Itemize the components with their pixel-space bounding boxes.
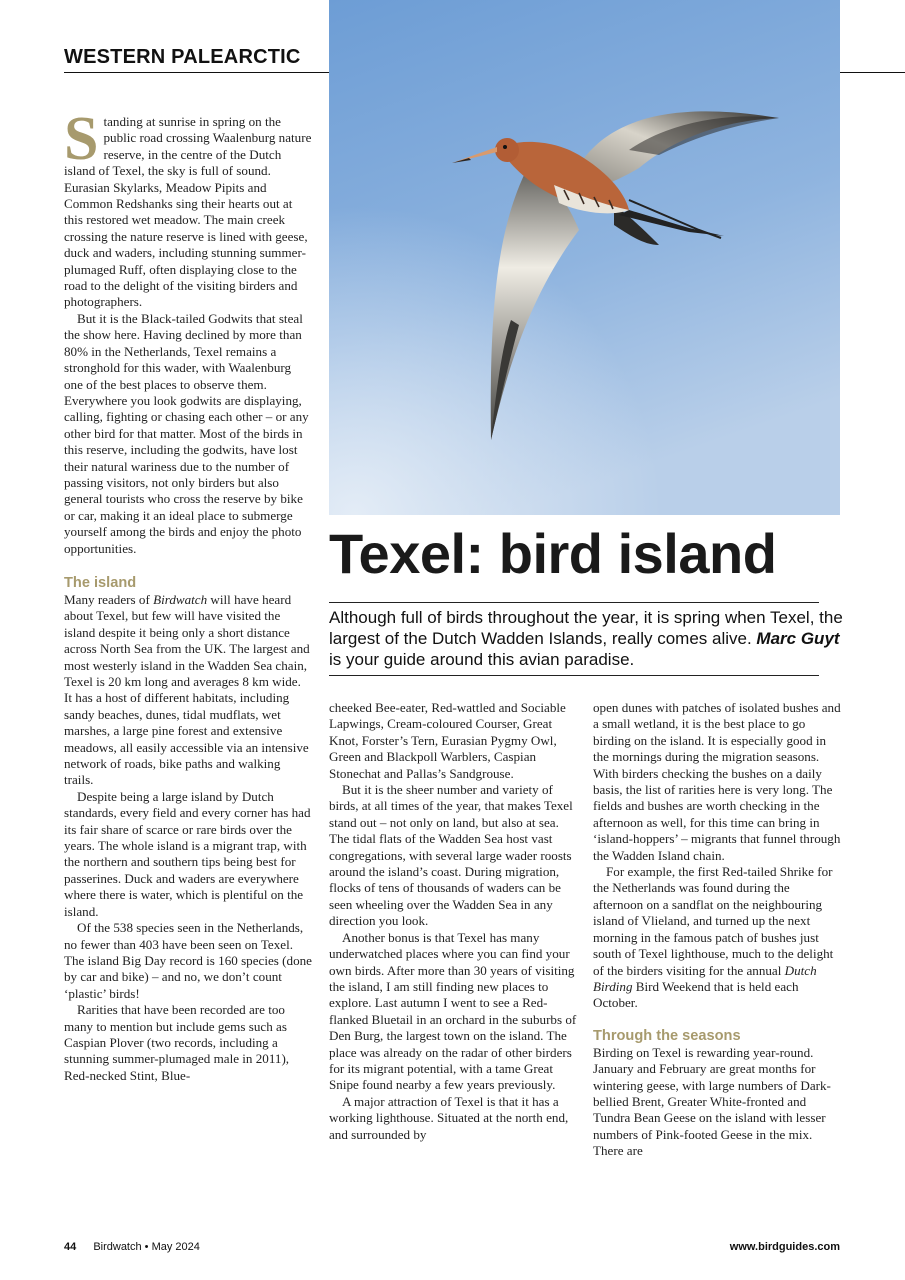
subhead-the-island: The island — [64, 574, 137, 591]
body-paragraph: A major attraction of Texel is that it has a working lighthouse. Situated at the north end, and surrounded by — [329, 1093, 569, 1142]
body-paragraph: But it is the Black-tailed Godwits that steal the show here. Having declined by more than 80% in the Netherlands, Texel remains a stronghold for this wader, with Waalenburg one of the best places to observe them. Everywhere you look godwits are displaying, calling, fighting or chasing each other – or any other bird for that matter. Most of the birds in this reserve, including the godwits, have lost their natural wariness due to the number of passing visitors, not only birders but also general tourists who cross the reserve by bike or car, making it an ideal place to submerge yourself among the birds and enjoy the photo opportunities. — [64, 310, 309, 556]
article-column-2 — [329, 700, 579, 1143]
body-paragraph: Another bonus is that Texel has many underwatched places where you can find your own birds. After more than 30 years of visiting the island, I am still finding new places to explore. Last autumn I went to see a Red-flanked Bluetail in an orchard in the suburbs of Den Burg, the largest town on the island. The place was already on the radar of other birders for its migrant potential, with a tame Great Snipe found nearby a few years previously. — [329, 929, 577, 1093]
header-rule — [64, 72, 330, 73]
body-paragraph: Birding on Texel is rewarding year-round. January and February are great months for wintering geese, with large numbers of Dark-bellied Brent, Greater White-fronted and Tundra Bean Geese on the island with lesser numbers of Pink-footed Geese in the mix. There are — [593, 1044, 831, 1159]
standfirst-rule — [329, 675, 819, 676]
body-paragraph: But it is the sheer number and variety of birds, at all times of the year, that makes Texel stand out – not only on land, but also at sea. The tidal flats of the Wadden Sea host vast congregations, with several large wader roosts around the island’s coast. During migration, flocks of tens of thousands of waders can be seen wheeling over the Wadden Sea in any direction you look. — [329, 782, 573, 929]
website-link[interactable]: www.birdguides.com — [729, 1241, 840, 1253]
publication-info: Birdwatch • May 2024 — [93, 1241, 200, 1253]
body-paragraph: Despite being a large island by Dutch standards, every field and every corner has had its fair share of scarce or rare birds over the years. The whole island is a migrant trap, with the northern and southern tips being best for passerines. Duck and waders are everywhere where there is water, which is plentiful on the island. — [64, 788, 311, 919]
event-name: Dutch Birding — [593, 962, 817, 994]
body-paragraph: For example, the first Red-tailed Shrike for the Netherlands was found during the afternoon on a sandflat on the neighbouring island of Vlieland, and turned up the next morning in the famous patch of bushes just south of Texel lighthouse, much to the delight of the birders visiting for the annual Dutch Birding Bird Weekend that is held each October. — [593, 864, 834, 1011]
author-name: Marc Guyt — [756, 629, 840, 648]
article-column-3 — [593, 700, 841, 1160]
header-rule-right — [840, 72, 905, 73]
body-paragraph: cheeked Bee-eater, Red-wattled and Sociable Lapwings, Cream-coloured Courser, Great Knot, Forster’s Tern, Eurasian Pygmy Owl, Green and Blackpoll Warblers, Caspian Stonechat and Pallas’s Sandgrouse. — [329, 700, 566, 781]
section-label: WESTERN PALEARCTIC — [64, 46, 301, 68]
body-paragraph: Of the 538 species seen in the Netherlands, no fewer than 403 have been seen on Texel. The island Big Day record is 160 species (done by car and bike) – and no, we don’t count ‘plastic’ birds! — [64, 920, 312, 1001]
body-paragraph: open dunes with patches of isolated bushes and a small wetland, it is the best place to go birding on the island. It is especially good in the mornings during the migration seasons. With birders checking the bushes on a daily basis, the list of rarities here is very long. The fields and bushes are worth checking in the afternoon as well, for this time can bring in ‘island-hoppers’ – migrants that funnel through the Wadden Island chain. — [593, 700, 841, 863]
body-paragraph: Rarities that have been recorded are too many to mention but include gems such as Caspian Plover (two records, including a stunning summer-plumaged male in 2011), Red-necked Stint, Blue- — [64, 1002, 290, 1083]
page-number: 44 — [64, 1241, 77, 1253]
standfirst: Although full of birds throughout the year, it is spring when Texel, the largest of the Dutch Wadden Islands, really comes alive. Marc Guyt is your guide around this avian paradise. — [329, 608, 843, 669]
headline: Texel: bird island — [329, 522, 777, 585]
godwit-photo — [329, 0, 840, 515]
magazine-name: Birdwatch — [153, 591, 208, 607]
intro-text: tanding at sunrise in spring on the public road crossing Waalenburg nature reserve, in the centre of the Dutch island of Texel, the sky is full of sound. Eurasian Skylarks, Meadow Pipits and Common Redshanks sing their hearts out at this restored wet meadow. The main creek crossing the nature reserve is lined with geese, duck and waders, including stunning summer-plumaged Ruff, often displaying close to the road to the delight of the visiting birders and photographers. — [64, 114, 312, 310]
subhead-through-the-seasons: Through the seasons — [593, 1027, 741, 1044]
headline-rule — [329, 602, 819, 603]
footer-left — [64, 1241, 200, 1253]
body-paragraph: Many readers of Birdwatch will have heard about Texel, but few will have visited the island despite it being only a short distance across North Sea from the UK. The largest and most westerly island in the Wadden Sea chain, Texel is 20 km long and averages 8 km wide. It has a host of different habitats, including sandy beaches, dunes, tidal mudflats, wet marshes, a large pine forest and extensive meadows, all easily accessible via an intensive network of roads, bike paths and walking trails. — [64, 591, 310, 788]
article-column-1 — [64, 105, 312, 1084]
drop-cap: S — [64, 105, 99, 173]
intro-paragraph — [64, 105, 312, 311]
